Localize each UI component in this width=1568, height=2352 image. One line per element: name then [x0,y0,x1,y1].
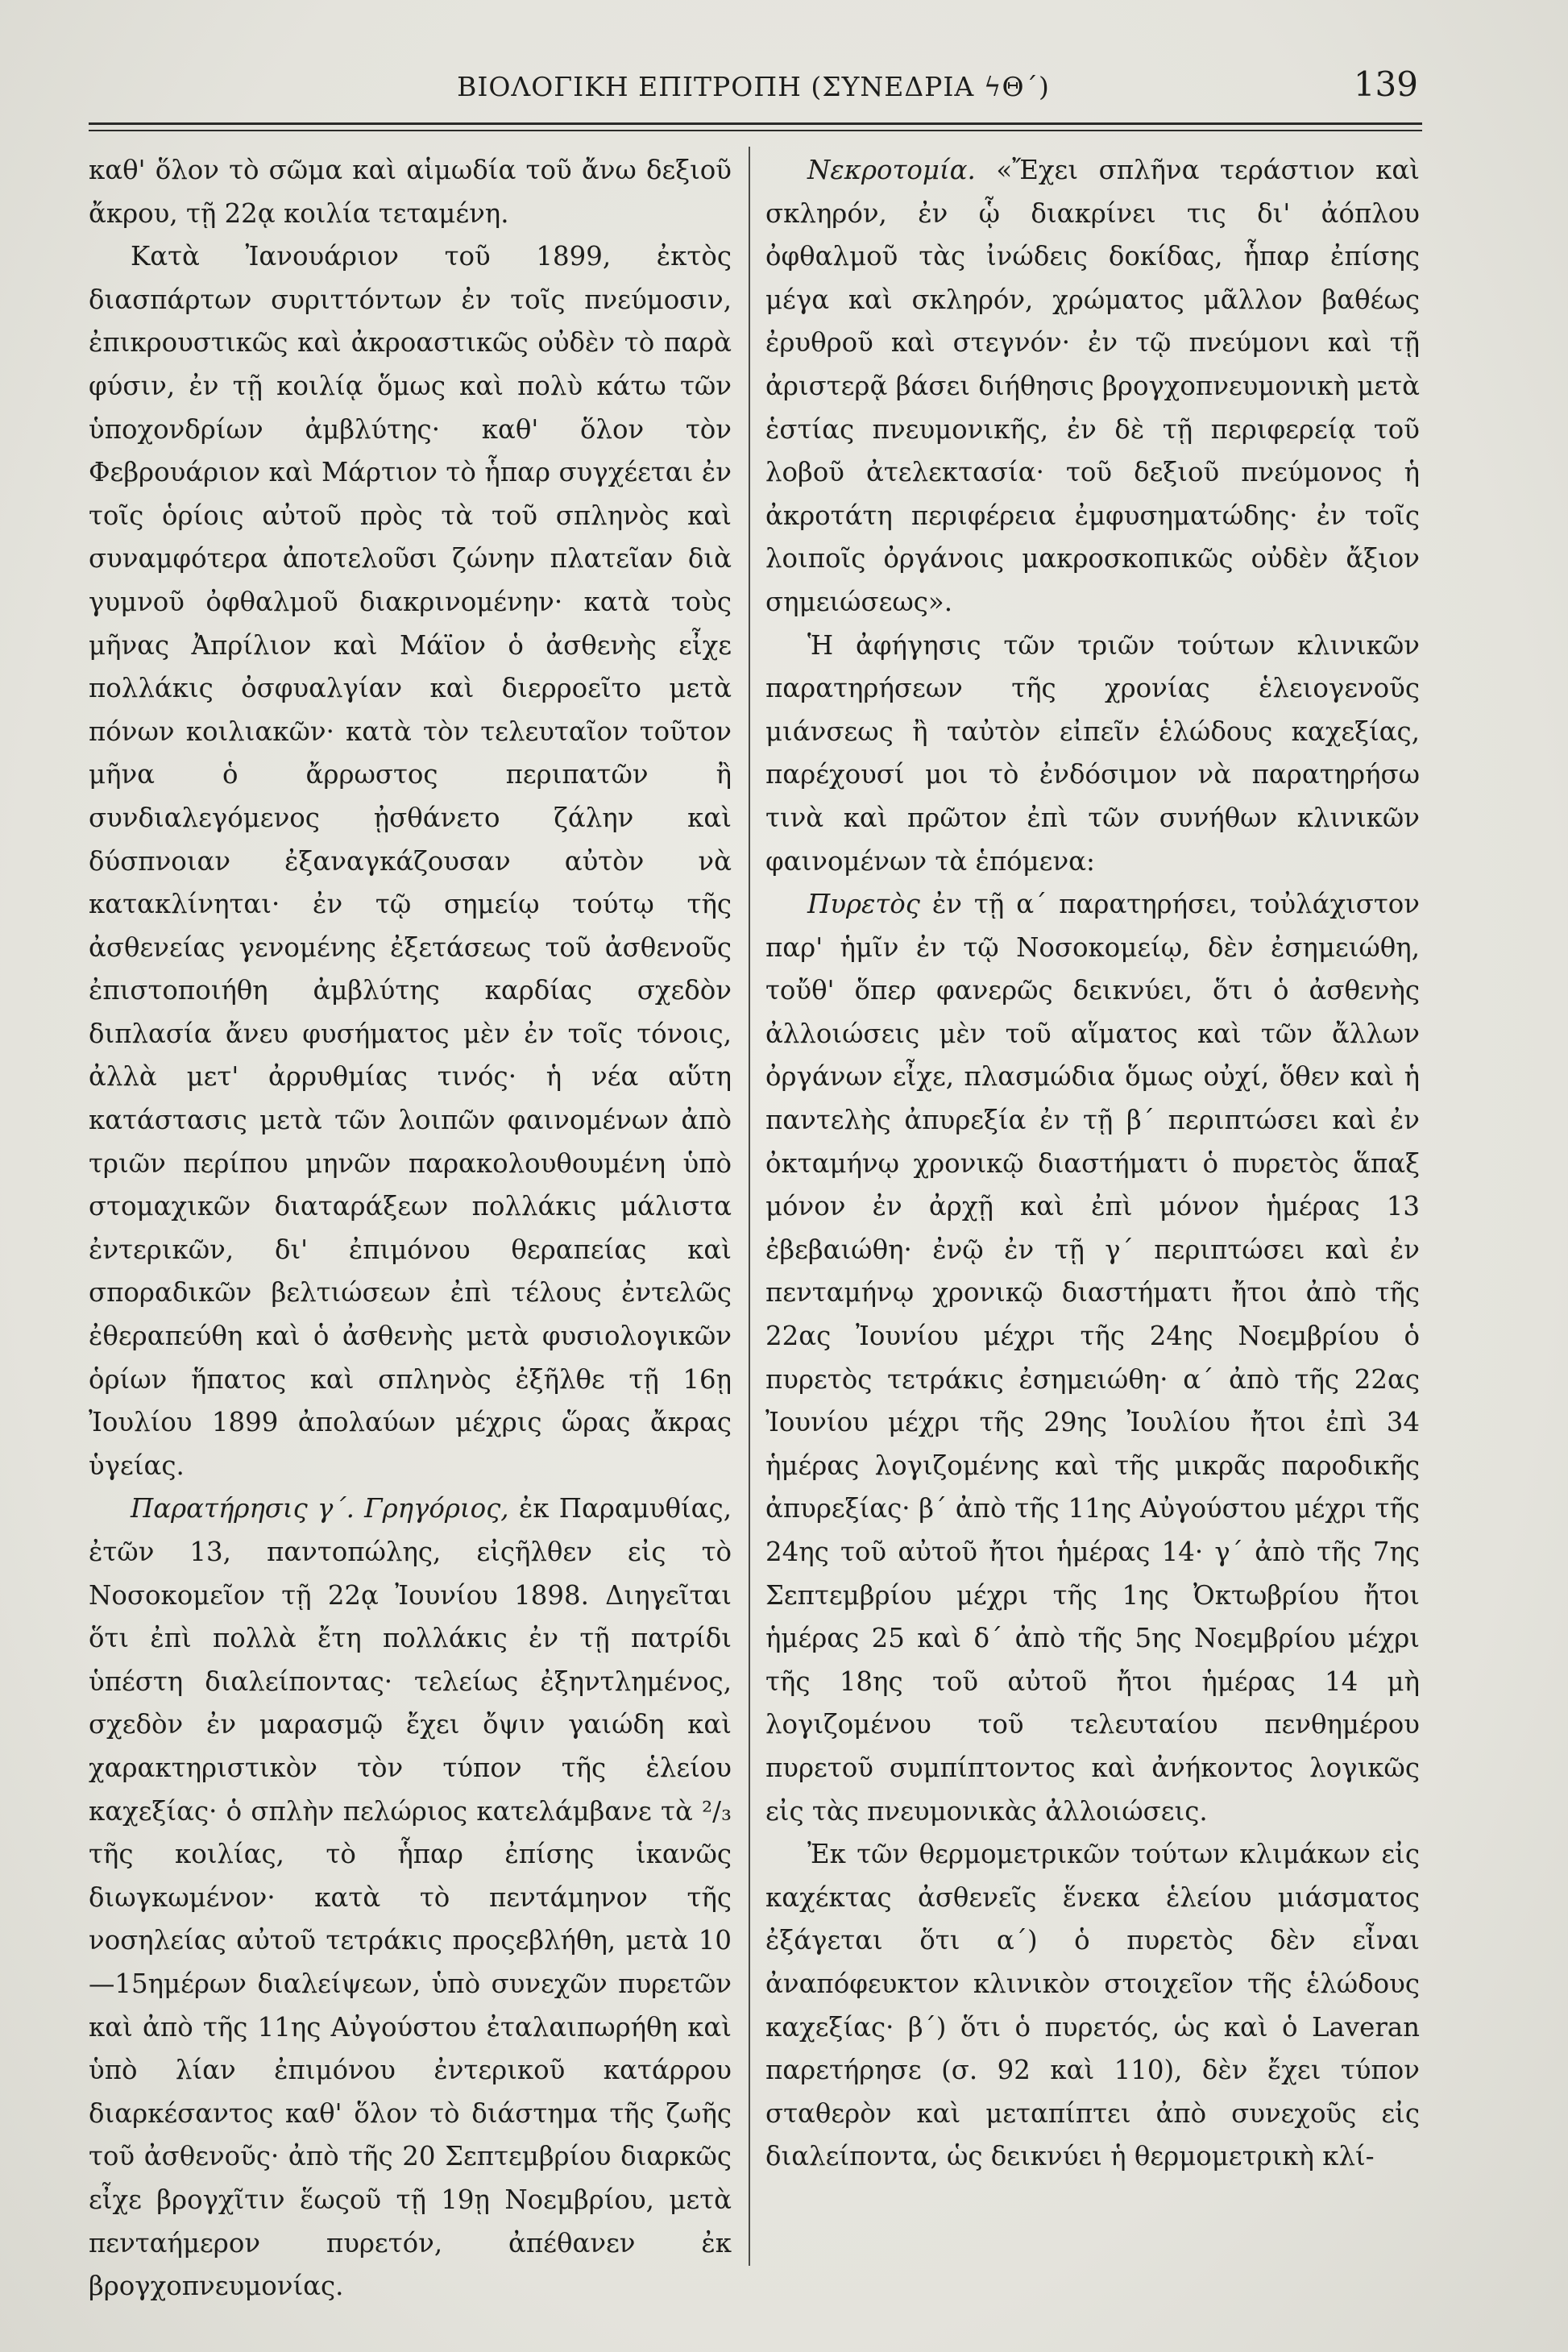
left-paragraph-1: καθ' ὅλον τὸ σῶμα καὶ αἱμωδία τοῦ ἄνω δεξιοῦ ἄκρου, τῇ 22ᾳ κοιλία τεταμένη. [89,155,732,229]
right-paragraph-1 [765,149,1420,624]
right-column [765,149,1420,2179]
right-paragraph-2: Ἡ ἀφήγησις τῶν τριῶν τούτων κλινικῶν παρατηρήσεων τῆς χρονίας ἑλειογενοῦς μιάνσεως ἢ ταὐτὸν εἰπεῖν ἑλώδους καχεξίας, παρέχουσί μοι τὸ ἐνδόσιμον νὰ παρατηρήσω τινὰ καὶ πρῶτον ἐπὶ τῶν συνήθων κλινικῶν φαινομένων τὰ ἑπόμενα: [765,629,1420,877]
page-header [89,64,1418,113]
observation-text: ἐκ Παραμυθίας, ἐτῶν 13, παντοπώλης, εἰςῆλθεν εἰς τὸ Νοσοκομεῖον τῇ 22ᾳ Ἰουνίου 1898. Διηγεῖται ὅτι ἐπὶ πολλὰ ἔτη πολλάκις ἐν τῇ πατρίδι ὑπέστη διαλείποντας· τελείως ἐξηντλημένος, σχεδὸν ἐν μαρασμῷ ἔχει ὄψιν γαιώδη καὶ χαρακτηριστικὸν τὸν τύπον τῆς ἑλείου καχεξίας· ὁ σπλὴν πελώριος κατελάμβανε τὰ ²/₃ τῆς κοιλίας, τὸ ἧπαρ ἐπίσης ἱκανῶς διωγκωμένον· κατὰ τὸ πεντάμηνον τῆς νοσηλείας αὐτοῦ τετράκις προςεβλήθη, μετὰ 10—15ημέρων διαλείψεων, ὑπὸ συνεχῶν πυρετῶν καὶ ἀπὸ τῆς 11ης Αὐγούστου ἐταλαιπωρήθη καὶ ὑπὸ λίαν ἐπιμόνου ἐντερικοῦ κατάρρου διαρκέσαντος καθ' ὅλον τὸ διάστημα τῆς ζωῆς τοῦ ἀσθενοῦς· ἀπὸ τῆς 20 Σεπτεμβρίου διαρκῶς εἶχε βρογχῖτιν ἕωςοῦ τῇ 19ῃ Νοεμβρίου, μετὰ πενταήμερον πυρετόν, ἀπέθανεν ἐκ βρογχοπνευμονίας. [89,1493,732,2302]
left-paragraph-3 [89,1487,732,2308]
right-paragraph-3 [765,883,1420,1833]
left-paragraph-2: Κατὰ Ἰανουάριον τοῦ 1899, ἐκτὸς διασπάρτων συριττόντων ἐν τοῖς πνεύμοσιν, ἐπικρουστικῶς καὶ ἀκροαστικῶς οὐδὲν τὸ παρὰ φύσιν, ἐν τῇ κοιλίᾳ ὅμως καὶ πολὺ κάτω τῶν ὑποχονδρίων ἀμβλύτης· καθ' ὅλον τὸν Φεβρουάριον καὶ Μάρτιον τὸ ἧπαρ συγχέεται ἐν τοῖς ὁρίοις αὐτοῦ πρὸς τὰ τοῦ σπληνὸς καὶ συναμφότερα ἀποτελοῦσι ζώνην πλατεῖαν διὰ γυμνοῦ ὀφθαλμοῦ διακρινομένην· κατὰ τοὺς μῆνας Ἀπρίλιον καὶ Μάϊον ὁ ἀσθενὴς εἶχε πολλάκις ὀσφυαλγίαν καὶ διερροεῖτο μετὰ πόνων κοιλιακῶν· κατὰ τὸν τελευταῖον τοῦτον μῆνα ὁ ἄρρωστος περιπατῶν ἢ συνδιαλεγόμενος ᾐσθάνετο ζάλην καὶ δύσπνοιαν ἐξαναγκάζουσαν αὐτὸν νὰ κατακλίνηται· ἐν τῷ σημείῳ τούτῳ τῆς ἀσθενείας γενομένης ἐξετάσεως τοῦ ἀσθενοῦς ἐπιστοποιήθη ἀμβλύτης καρδίας σχεδὸν διπλασία ἄνευ φυσήματος μὲν ἐν τοῖς τόνοις, ἀλλὰ μετ' ἀρρυθμίας τινός· ἡ νέα αὕτη κατάστασις μετὰ τῶν λοιπῶν φαινομένων ἀπὸ τριῶν περίπου μηνῶν παρακολουθουμένη ὑπὸ στομαχικῶν διαταράξεων πολλάκις μάλιστα ἐντερικῶν, δι' ἐπιμόνου θεραπείας καὶ σποραδικῶν βελτιώσεων ἐπὶ τέλους ἐντελῶς ἐθεραπεύθη καὶ ὁ ἀσθενὴς μετὰ φυσιολογικῶν ὁρίων ἥπατος καὶ σπληνὸς ἐξῆλθε τῇ 16ῃ Ἰουλίου 1899 ἀπολαύων μέχρις ὥρας ἄκρας ὑγείας. [89,241,732,1481]
left-column [89,149,732,2308]
right-paragraph-4: Ἐκ τῶν θερμομετρικῶν τούτων κλιμάκων εἰς καχέκτας ἀσθενεῖς ἕνεκα ἑλείου μιάσματος ἐξάγεται ὅτι α΄) ὁ πυρετὸς δὲν εἶναι ἀναπόφευκτον κλινικὸν στοιχεῖον τῆς ἑλώδους καχεξίας· β΄) ὅτι ὁ πυρετός, ὡς καὶ ὁ Laveran παρετήρησε (σ. 92 καὶ 110), δὲν ἔχει τύπον σταθερὸν καὶ μεταπίπτει ἀπὸ συνεχοῦς εἰς διαλείποντα, ὡς δεικνύει ἡ θερμομετρικὴ κλί- [765,1839,1420,2172]
fever-text: ἐν τῇ α΄ παρατηρήσει, τοὐλάχιστον παρ' ἡμῖν ἐν τῷ Νοσοκομείῳ, δὲν ἐσημειώθη, τοὔθ' ὅπερ φανερῶς δεικνύει, ὅτι ὁ ἀσθενὴς ἀλλοιώσεις μὲν τοῦ αἵματος καὶ τῶν ἄλλων ὀργάνων εἶχε, πλασμώδια ὅμως οὐχί, ὅθεν καὶ ἡ παντελὴς ἀπυρεξία ἐν τῇ β΄ περιπτώσει καὶ ἐν ὀκταμήνῳ χρονικῷ διαστήματι ὁ πυρετὸς ἅπαξ μόνον ἐν ἀρχῇ καὶ ἐπὶ μόνον ἡμέρας 13 ἐβεβαιώθη· ἐνῷ ἐν τῇ γ΄ περιπτώσει καὶ ἐν πενταμήνῳ χρονικῷ διαστήματι ἤτοι ἀπὸ τῆς 22ας Ἰουνίου μέχρι τῆς 24ης Νοεμβρίου ὁ πυρετὸς τετράκις ἐσημειώθη· α΄ ἀπὸ τῆς 22ας Ἰουνίου μέχρι τῆς 29ης Ἰουλίου ἤτοι ἐπὶ 34 ἡμέρας λογιζομένης καὶ τῆς μικρᾶς παροδικῆς ἀπυρεξίας· β΄ ἀπὸ τῆς 11ης Αὐγούστου μέχρι τῆς 24ης τοῦ αὐτοῦ ἤτοι ἡμέρας 14· γ΄ ἀπὸ τῆς 7ης Σεπτεμβρίου μέχρι τῆς 1ης Ὀκτωβρίου ἤτοι ἡμέρας 25 καὶ δ΄ ἀπὸ τῆς 5ης Νοεμβρίου μέχρι τῆς 18ης τοῦ αὐτοῦ ἤτοι ἡμέρας 14 μὴ λογιζομένου τοῦ τελευταίου πενθημέρου πυρετοῦ συμπίπτοντος καὶ ἀνήκοντος λογικῶς εἰς τὰς πνευμονικὰς ἀλλοιώσεις. [765,889,1420,1827]
fever-heading: Πυρετὸς [807,889,920,920]
column-divider [749,147,750,2266]
header-rule-bottom [89,130,1422,131]
running-title: ΒΙΟΛΟΓΙΚΗ ΕΠΙΤΡΟΠΗ (ΣΥΝΕΔΡΙΑ ϟΘ΄) [457,71,1050,102]
autopsy-heading: Νεκροτομία. [807,155,976,185]
header-rule-top [89,122,1422,125]
page-number: 139 [1353,64,1418,104]
observation-heading: Παρατήρησις γ΄. Γρηγόριος, [131,1493,509,1524]
autopsy-text: «Ἔχει σπλῆνα τεράστιον καὶ σκληρόν, ἐν ᾧ διακρίνει τις δι' ἀόπλου ὀφθαλμοῦ τὰς ἰνώδεις δοκίδας, ἧπαρ ἐπίσης μέγα καὶ σκληρόν, χρώματος μᾶλλον βαθέως ἐρυθροῦ καὶ στεγνόν· ἐν τῷ πνεύμονι καὶ τῇ ἀριστερᾷ βάσει διήθησις βρογχοπνευμονικὴ μετὰ ἑστίας πνευμονικῆς, ἐν δὲ τῇ περιφερείᾳ τοῦ λοβοῦ ἀτελεκτασία· τοῦ δεξιοῦ πνεύμονος ἡ ἀκροτάτη περιφέρεια ἐμφυσηματώδης· ἐν τοῖς λοιποῖς ὀργάνοις μακροσκοπικῶς οὐδὲν ἄξιον σημειώσεως». [765,155,1420,617]
